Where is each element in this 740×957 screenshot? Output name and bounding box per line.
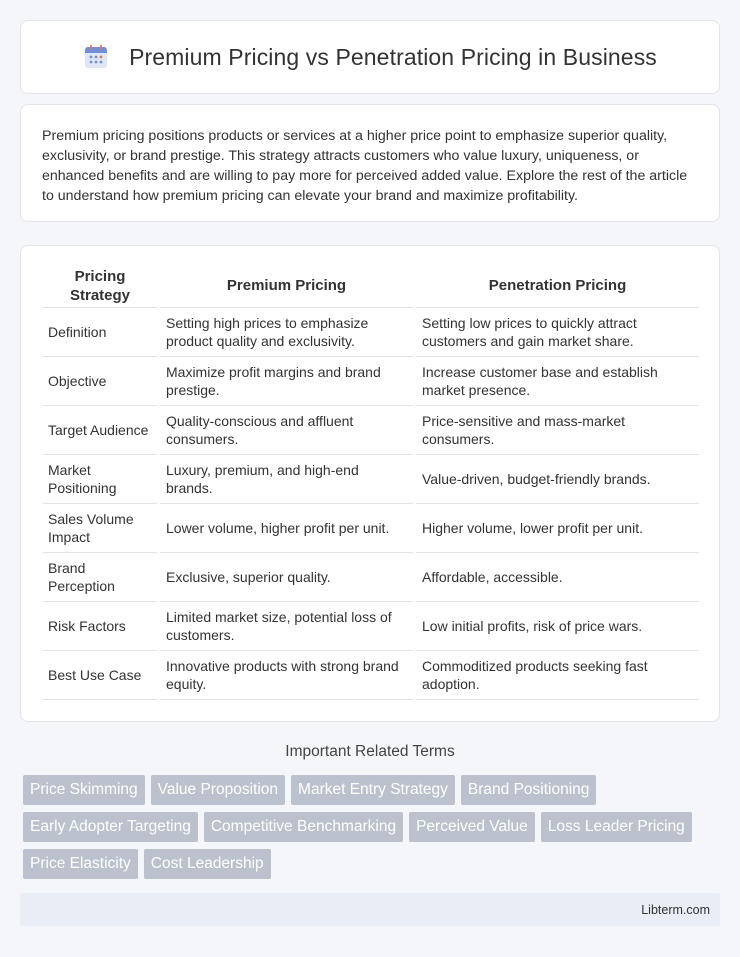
related-terms-title: Important Related Terms xyxy=(285,743,455,760)
row-label: Objective xyxy=(43,357,157,406)
penetration-cell: Higher volume, lower profit per unit. xyxy=(416,504,699,553)
comparison-table-card xyxy=(20,245,720,722)
related-term-tag[interactable]: Competitive Benchmarking xyxy=(204,812,403,842)
table-row xyxy=(43,553,699,602)
table-row xyxy=(43,357,699,406)
row-label: Risk Factors xyxy=(43,602,157,651)
penetration-cell: Affordable, accessible. xyxy=(416,553,699,602)
premium-cell: Innovative products with strong brand equity. xyxy=(160,651,413,700)
premium-cell: Luxury, premium, and high-end brands. xyxy=(160,455,413,504)
table-row xyxy=(43,504,699,553)
premium-cell: Limited market size, potential loss of customers. xyxy=(160,602,413,651)
header-card xyxy=(20,20,720,94)
premium-cell: Quality-conscious and affluent consumers. xyxy=(160,406,413,455)
premium-cell: Maximize profit margins and brand prestige. xyxy=(160,357,413,406)
column-header-strategy: Pricing Strategy xyxy=(43,264,157,308)
related-term-tag[interactable]: Price Skimming xyxy=(23,775,145,805)
table-row xyxy=(43,406,699,455)
related-term-tag[interactable]: Early Adopter Targeting xyxy=(23,812,198,842)
related-term-tag[interactable]: Price Elasticity xyxy=(23,849,138,879)
column-header-premium: Premium Pricing xyxy=(160,264,413,308)
row-label: Market Positioning xyxy=(43,455,157,504)
calendar-icon xyxy=(83,44,109,70)
related-terms-list xyxy=(23,775,723,879)
row-label: Definition xyxy=(43,308,157,357)
row-label: Sales Volume Impact xyxy=(43,504,157,553)
table-row xyxy=(43,455,699,504)
footer-site-link[interactable]: Libterm.com xyxy=(641,902,710,917)
title-wrap xyxy=(83,44,657,71)
related-term-tag[interactable]: Value Proposition xyxy=(151,775,285,805)
related-term-tag[interactable]: Cost Leadership xyxy=(144,849,271,879)
page-title: Premium Pricing vs Penetration Pricing in Business xyxy=(129,43,657,70)
row-label: Target Audience xyxy=(43,406,157,455)
related-term-tag[interactable]: Market Entry Strategy xyxy=(291,775,455,805)
table-row xyxy=(43,651,699,700)
premium-cell: Setting high prices to emphasize product quality and exclusivity. xyxy=(160,308,413,357)
penetration-cell: Price-sensitive and mass-market consumers. xyxy=(416,406,699,455)
column-header-penetration: Penetration Pricing xyxy=(416,264,699,308)
premium-cell: Exclusive, superior quality. xyxy=(160,553,413,602)
premium-cell: Lower volume, higher profit per unit. xyxy=(160,504,413,553)
penetration-cell: Commoditized products seeking fast adoption. xyxy=(416,651,699,700)
row-label: Best Use Case xyxy=(43,651,157,700)
comparison-table xyxy=(40,264,702,700)
intro-paragraph: Premium pricing positions products or services at a higher price point to emphasize superior quality, exclusivity, or brand prestige. This strategy attracts customers who value luxury, uniqueness, or enhanced benefits and are willing to pay more for perceived added value. Explore the rest of the article to understand how premium pricing can elevate your brand and maximize profitability. xyxy=(42,128,688,204)
penetration-cell: Value-driven, budget-friendly brands. xyxy=(416,455,699,504)
footer xyxy=(20,893,720,926)
intro-card xyxy=(20,104,720,222)
penetration-cell: Low initial profits, risk of price wars. xyxy=(416,602,699,651)
related-term-tag[interactable]: Brand Positioning xyxy=(461,775,597,805)
table-row xyxy=(43,308,699,357)
table-row xyxy=(43,602,699,651)
penetration-cell: Setting low prices to quickly attract customers and gain market share. xyxy=(416,308,699,357)
table-header-row xyxy=(43,264,699,308)
penetration-cell: Increase customer base and establish market presence. xyxy=(416,357,699,406)
related-term-tag[interactable]: Loss Leader Pricing xyxy=(541,812,692,842)
row-label: Brand Perception xyxy=(43,553,157,602)
related-term-tag[interactable]: Perceived Value xyxy=(409,812,535,842)
